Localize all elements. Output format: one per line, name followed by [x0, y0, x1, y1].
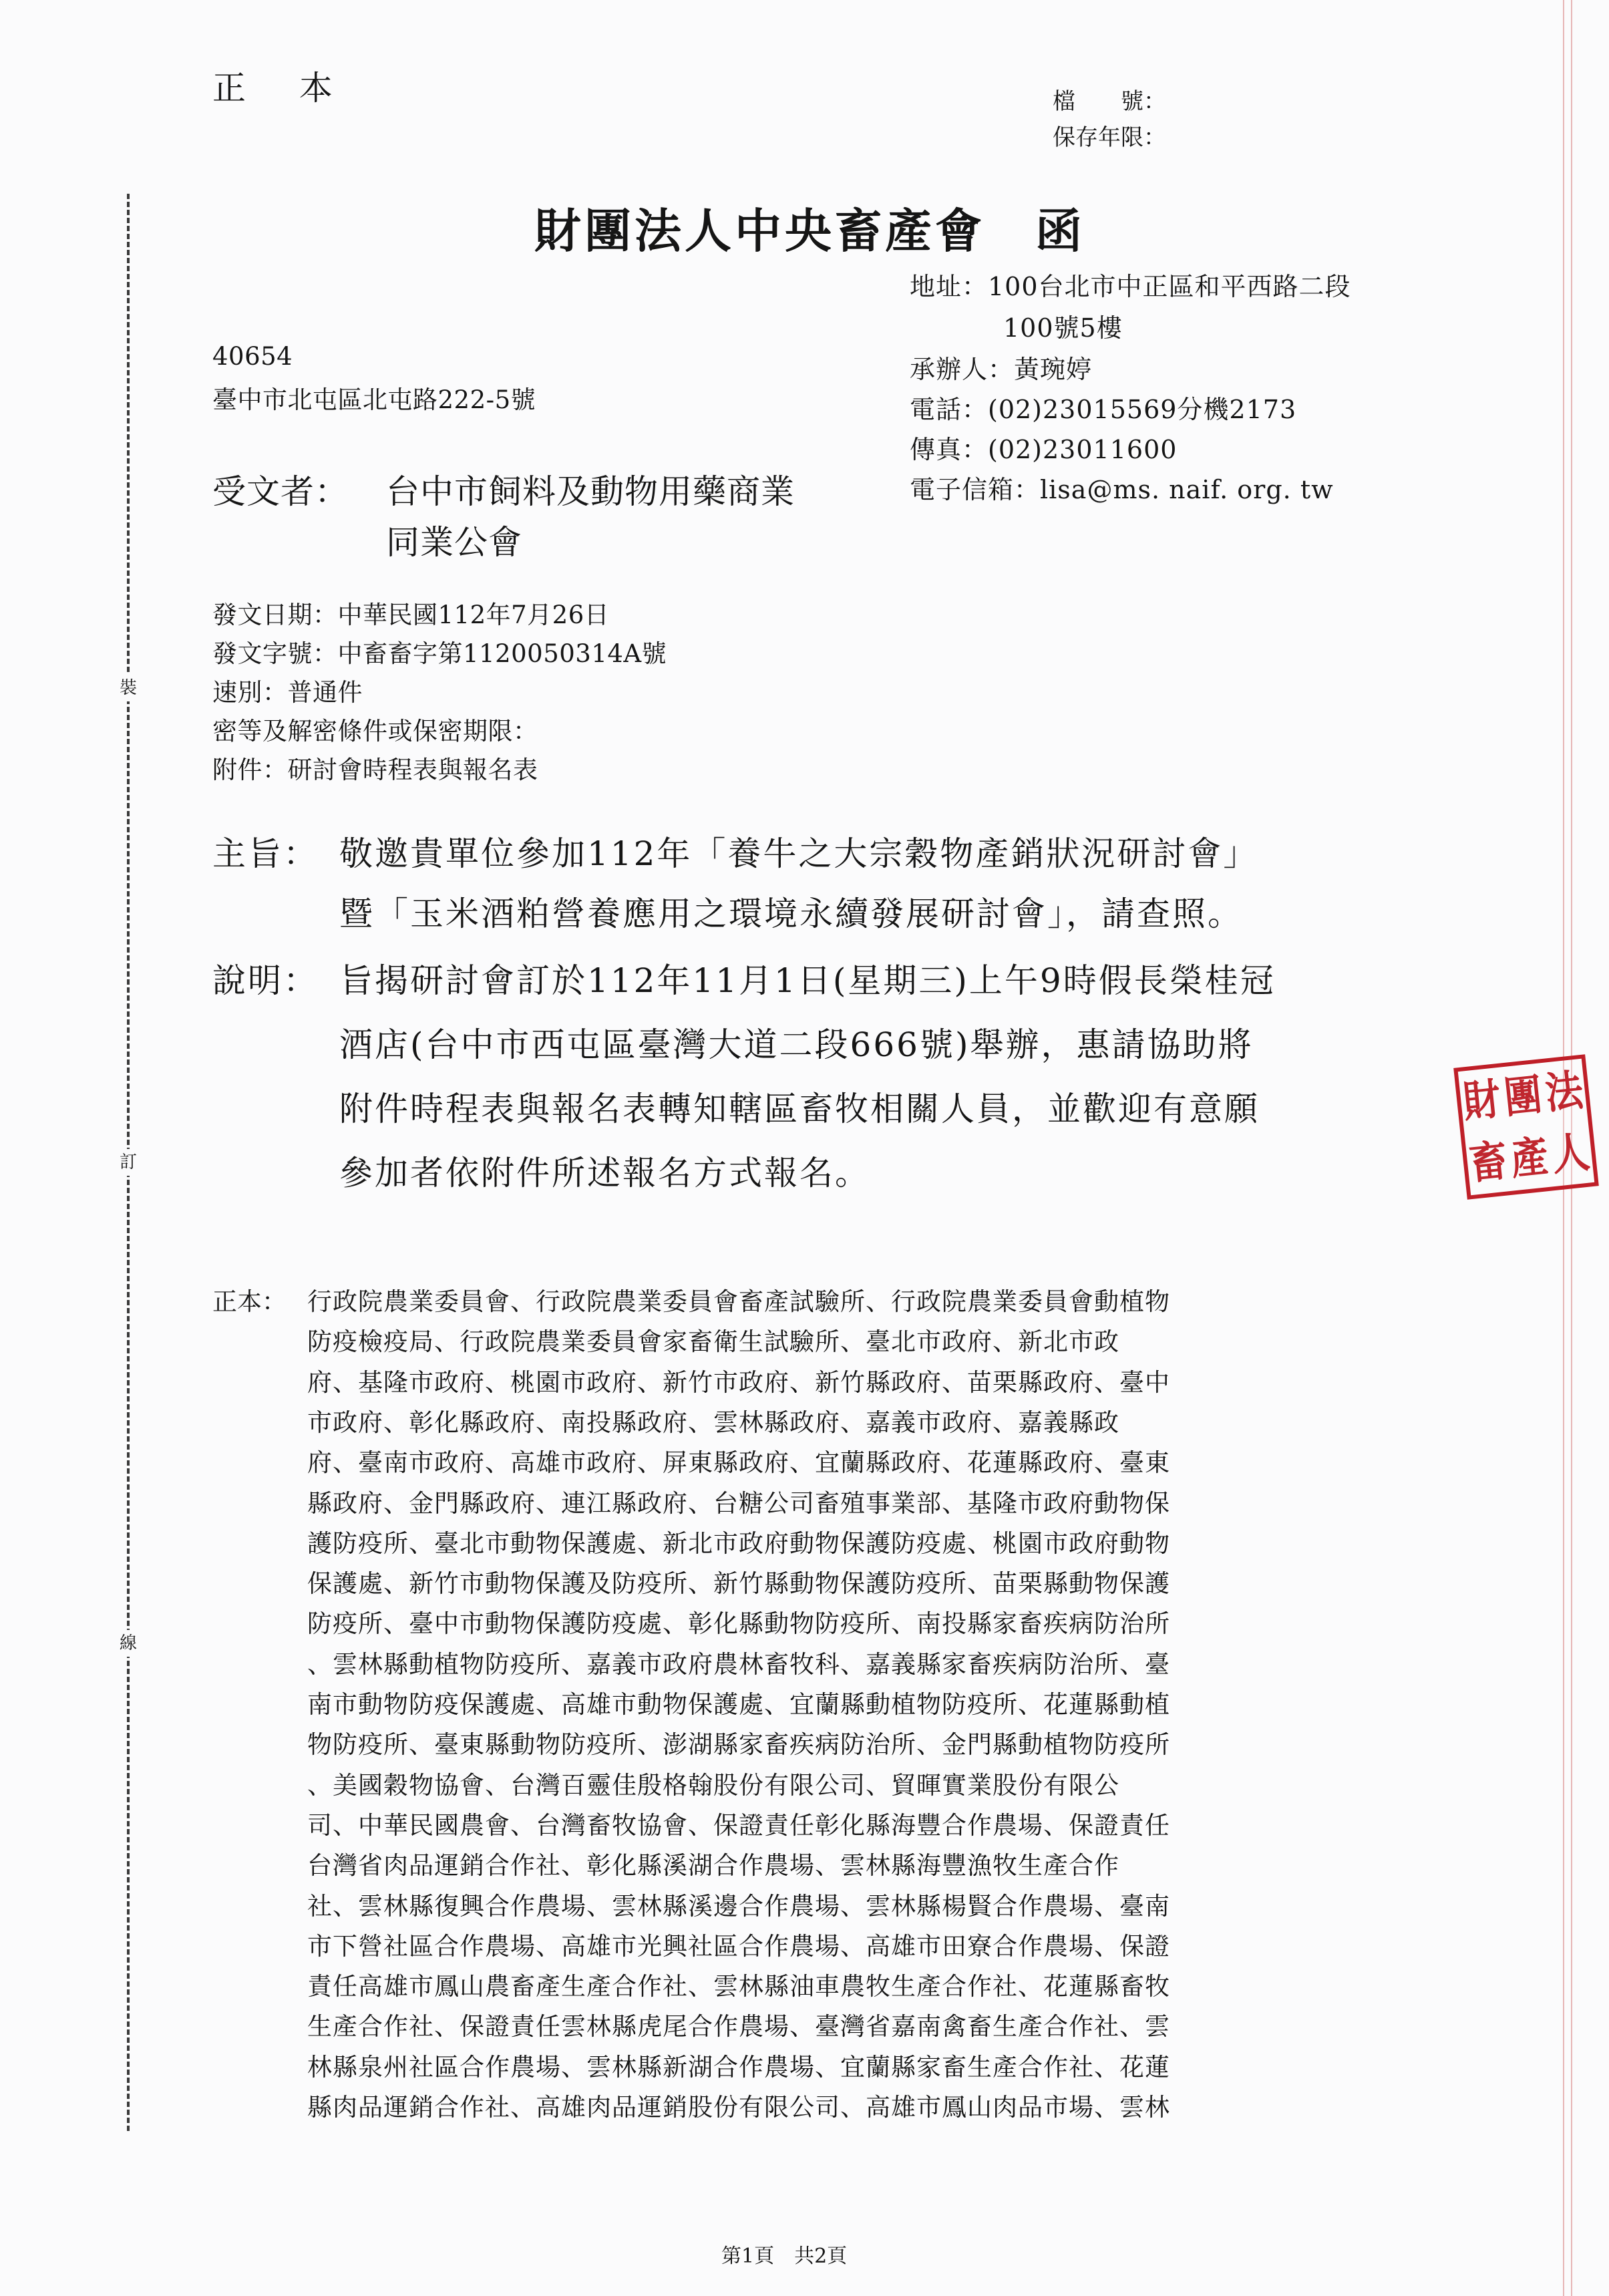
file-number-label: 檔 號：: [1053, 88, 1166, 115]
cc-line: 府、臺南市政府、高雄市政府、屏東縣政府、宜蘭縣政府、花蓮縣政府、臺東: [307, 1448, 1170, 1478]
cc-line: 行政院農業委員會、行政院農業委員會畜產試驗所、行政院農業委員會動植物: [307, 1287, 1170, 1316]
officer: 承辦人：黃琬婷: [910, 355, 1093, 384]
cc-line: 、雲林縣動植物防疫所、嘉義市政府農林畜牧科、嘉義縣家畜疾病防治所、臺: [307, 1649, 1170, 1679]
issue-date: 發文日期：中華民國112年7月26日: [212, 601, 610, 629]
cc-line: 南市動物防疫保護處、高雄市動物保護處、宜蘭縣動植物防疫所、花蓮縣動植: [307, 1690, 1170, 1719]
issue-number: 發文字號：中畜畜字第1120050314A號: [212, 639, 667, 668]
cc-line: 保護處、新竹市動物保護及防疫所、新竹縣動物保護防疫所、苗栗縣動物保護: [307, 1569, 1170, 1599]
seal-char: 畜: [1467, 1135, 1510, 1190]
retention-label: 保存年限：: [1053, 124, 1166, 151]
explanation-line: 酒店(台中市西屯區臺灣大道二段666號)舉辦，惠請協助將: [339, 1025, 1254, 1064]
explanation-line: 參加者依附件所述報名方式報名。: [339, 1154, 870, 1192]
document-title: 財團法人中央畜產會 函: [534, 203, 1085, 259]
explanation-line: 旨揭研討會訂於112年11月1日(星期三)上午9時假長榮桂冠: [339, 961, 1276, 1000]
organization-seal: [1453, 1054, 1599, 1200]
page-footer: 第1頁 共2頁: [721, 2245, 848, 2268]
cc-line: 司、中華民國農會、台灣畜牧協會、保證責任彰化縣海豐合作農場、保證責任: [307, 1810, 1170, 1840]
cc-line: 、美國穀物協會、台灣百靈佳殷格翰股份有限公司、貿暉實業股份有限公: [307, 1770, 1119, 1800]
copy-type-label: 正 本: [212, 69, 354, 108]
fax: 傳真：(02)23011600: [910, 435, 1178, 464]
recipient-zip: 40654: [212, 342, 293, 371]
cc-line: 生產合作社、保證責任雲林縣虎尾合作農場、臺灣省嘉南禽畜生產合作社、雲: [307, 2012, 1170, 2041]
cc-label: 正本：: [212, 1287, 287, 1316]
subject-line: 敬邀貴單位參加112年「養牛之大宗穀物產銷狀況研討會」: [339, 834, 1259, 873]
cc-line: 縣肉品運銷合作社、高雄肉品運銷股份有限公司、高雄市鳳山肉品市場、雲林: [307, 2093, 1170, 2122]
phone: 電話：(02)23015569分機2173: [910, 395, 1297, 424]
binding-mark: 裝: [118, 675, 139, 701]
recipient-address: 臺中市北屯區北屯路222-5號: [212, 385, 536, 414]
seal-char: 產: [1508, 1130, 1551, 1185]
recipient-label: 受文者：: [212, 472, 349, 511]
cc-line: 府、基隆市政府、桃園市政府、新竹市政府、新竹縣政府、苗栗縣政府、臺中: [307, 1367, 1170, 1397]
cc-line: 縣政府、金門縣政府、連江縣政府、台糖公司畜殖事業部、基隆市政府動物保: [307, 1488, 1170, 1518]
cc-line: 林縣泉州社區合作農場、雲林縣新湖合作農場、宜蘭縣家畜生產合作社、花蓮: [307, 2052, 1170, 2082]
delivery-speed: 速別：普通件: [212, 678, 363, 707]
subject-label: 主旨：: [212, 834, 319, 873]
sender-address-line: 100號5樓: [1003, 313, 1123, 343]
cc-line: 物防疫所、臺東縣動物防疫所、澎湖縣家畜疾病防治所、金門縣動植物防疫所: [307, 1730, 1170, 1760]
cc-line: 市政府、彰化縣政府、南投縣政府、雲林縣政府、嘉義市政府、嘉義縣政: [307, 1408, 1119, 1437]
sender-address-line: 地址：100台北市中正區和平西路二段: [910, 272, 1351, 301]
cc-line: 護防疫所、臺北市動物保護處、新北市政府動物保護防疫處、桃園市政府動物: [307, 1528, 1170, 1558]
recipient-name-line: 台中市飼料及動物用藥商業: [386, 472, 795, 511]
cc-line: 社、雲林縣復興合作農場、雲林縣溪邊合作農場、雲林縣楊賢合作農場、臺南: [307, 1891, 1170, 1921]
explanation-label: 說明：: [212, 961, 319, 1000]
binding-mark: 訂: [118, 1149, 139, 1176]
security-level: 密等及解密條件或保密期限：: [212, 717, 538, 746]
seal-char: 團: [1501, 1069, 1544, 1124]
subject-line: 暨「玉米酒粕營養應用之環境永續發展研討會」，請查照。: [339, 894, 1243, 933]
seal-char: 財: [1460, 1073, 1503, 1128]
recipient-name-line: 同業公會: [386, 523, 522, 562]
cc-line: 台灣省肉品運銷合作社、彰化縣溪湖合作農場、雲林縣海豐漁牧生產合作: [307, 1851, 1119, 1880]
explanation-line: 附件時程表與報名表轉知轄區畜牧相關人員，並歡迎有意願: [339, 1090, 1260, 1128]
attachment: 附件：研討會時程表與報名表: [212, 756, 538, 784]
cc-line: 市下營社區合作農場、高雄市光興社區合作農場、高雄市田寮合作農場、保證: [307, 1931, 1170, 1961]
seal-char: 人: [1549, 1126, 1592, 1181]
email: 電子信箱：lisa@ms. naif. org. tw: [910, 475, 1334, 504]
seal-char: 法: [1542, 1064, 1586, 1119]
cc-line: 防疫所、臺中市動物保護防疫處、彰化縣動物防疫所、南投縣家畜疾病防治所: [307, 1609, 1170, 1639]
cc-line: 責任高雄市鳳山農畜產生產合作社、雲林縣油車農牧生產合作社、花蓮縣畜牧: [307, 1972, 1170, 2001]
cc-line: 防疫檢疫局、行政院農業委員會家畜衛生試驗所、臺北市政府、新北市政: [307, 1327, 1119, 1357]
binding-mark: 線: [118, 1630, 139, 1657]
